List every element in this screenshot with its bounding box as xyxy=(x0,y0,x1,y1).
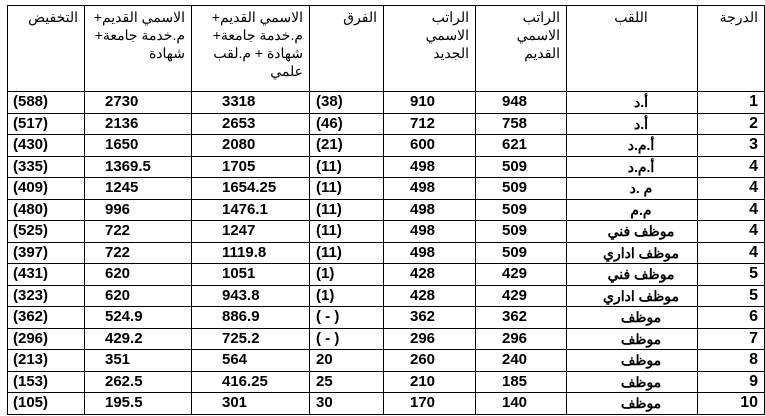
cell-difference: (11) xyxy=(310,178,384,200)
cell-new-salary: 260 xyxy=(384,350,476,372)
cell-title: موظف xyxy=(567,307,698,329)
cell-difference: 20 xyxy=(310,350,384,372)
header-reduction: التخفيض xyxy=(8,6,85,92)
cell-title: موظف اداري xyxy=(567,285,698,307)
cell-old-salary: 362 xyxy=(476,307,567,329)
cell-old-salary: 509 xyxy=(476,242,567,264)
cell-old-plus-allowances-degree: 1476.1 xyxy=(192,199,310,221)
table-row xyxy=(8,264,765,286)
cell-grade: 4 xyxy=(698,178,765,200)
cell-old-salary: 429 xyxy=(476,264,567,286)
cell-reduction: (431) xyxy=(8,264,85,286)
cell-new-salary: 498 xyxy=(384,178,476,200)
cell-grade: 6 xyxy=(698,307,765,329)
cell-old-salary: 509 xyxy=(476,199,567,221)
cell-old-plus-allowances-degree: 1705 xyxy=(192,156,310,178)
cell-old-plus-allowances: 620 xyxy=(85,285,192,307)
cell-old-plus-allowances: 1245 xyxy=(85,178,192,200)
header-old-salary: الراتب الاسمي القديم xyxy=(476,6,567,92)
cell-old-salary: 758 xyxy=(476,113,567,135)
cell-title: موظف xyxy=(567,328,698,350)
cell-grade: 8 xyxy=(698,350,765,372)
cell-grade: 3 xyxy=(698,135,765,157)
cell-old-plus-allowances: 722 xyxy=(85,242,192,264)
table-row xyxy=(8,113,765,135)
cell-reduction: (296) xyxy=(8,328,85,350)
table-row xyxy=(8,178,765,200)
cell-grade: 4 xyxy=(698,199,765,221)
cell-new-salary: 170 xyxy=(384,393,476,415)
cell-difference: (1) xyxy=(310,285,384,307)
cell-new-salary: 498 xyxy=(384,156,476,178)
cell-old-plus-allowances-degree: 886.9 xyxy=(192,307,310,329)
cell-difference: 30 xyxy=(310,393,384,415)
cell-new-salary: 428 xyxy=(384,285,476,307)
cell-difference: (11) xyxy=(310,199,384,221)
cell-grade: 10 xyxy=(698,393,765,415)
cell-title: موظف xyxy=(567,371,698,393)
cell-difference: ( - ) xyxy=(310,307,384,329)
table-row xyxy=(8,328,765,350)
header-difference: الفرق xyxy=(310,6,384,92)
cell-new-salary: 600 xyxy=(384,135,476,157)
cell-old-salary: 509 xyxy=(476,156,567,178)
cell-grade: 2 xyxy=(698,113,765,135)
cell-old-plus-allowances: 620 xyxy=(85,264,192,286)
table-row xyxy=(8,393,765,415)
table-row xyxy=(8,371,765,393)
cell-old-plus-allowances-degree: 416.25 xyxy=(192,371,310,393)
cell-old-plus-allowances-degree: 2653 xyxy=(192,113,310,135)
cell-new-salary: 498 xyxy=(384,199,476,221)
table-row xyxy=(8,221,765,243)
cell-grade: 4 xyxy=(698,156,765,178)
cell-title: موظف xyxy=(567,393,698,415)
cell-difference: 25 xyxy=(310,371,384,393)
cell-old-salary: 140 xyxy=(476,393,567,415)
cell-old-plus-allowances-degree: 943.8 xyxy=(192,285,310,307)
cell-reduction: (525) xyxy=(8,221,85,243)
cell-difference: (21) xyxy=(310,135,384,157)
cell-old-salary: 509 xyxy=(476,178,567,200)
table-row xyxy=(8,92,765,114)
table-row xyxy=(8,350,765,372)
cell-reduction: (213) xyxy=(8,350,85,372)
cell-reduction: (362) xyxy=(8,307,85,329)
cell-title: موظف اداري xyxy=(567,242,698,264)
cell-old-plus-allowances: 1369.5 xyxy=(85,156,192,178)
cell-new-salary: 210 xyxy=(384,371,476,393)
table-row xyxy=(8,199,765,221)
cell-reduction: (480) xyxy=(8,199,85,221)
cell-title: أ.د xyxy=(567,92,698,114)
cell-old-plus-allowances-degree: 2080 xyxy=(192,135,310,157)
cell-old-plus-allowances-degree: 1051 xyxy=(192,264,310,286)
cell-reduction: (105) xyxy=(8,393,85,415)
cell-grade: 5 xyxy=(698,264,765,286)
header-old-plus-allowances: الاسمي القديم+ م.خدمة جامعة+ شهادة xyxy=(85,6,192,92)
cell-old-plus-allowances: 195.5 xyxy=(85,393,192,415)
cell-old-salary: 296 xyxy=(476,328,567,350)
cell-reduction: (517) xyxy=(8,113,85,135)
cell-old-salary: 948 xyxy=(476,92,567,114)
cell-reduction: (335) xyxy=(8,156,85,178)
cell-grade: 7 xyxy=(698,328,765,350)
cell-difference: ( - ) xyxy=(310,328,384,350)
cell-reduction: (409) xyxy=(8,178,85,200)
cell-old-plus-allowances-degree: 725.2 xyxy=(192,328,310,350)
salary-comparison-table xyxy=(7,5,765,415)
cell-grade: 4 xyxy=(698,242,765,264)
cell-old-plus-allowances: 996 xyxy=(85,199,192,221)
header-grade: الدرجة xyxy=(698,6,765,92)
cell-reduction: (588) xyxy=(8,92,85,114)
cell-title: موظف فني xyxy=(567,221,698,243)
cell-old-plus-allowances-degree: 1654.25 xyxy=(192,178,310,200)
header-old-plus-allowances-degree: الاسمي القديم+ م.خدمة جامعة+ شهادة + م.لقب علمي xyxy=(192,6,310,92)
header-new-salary: الراتب الاسمي الجديد xyxy=(384,6,476,92)
cell-old-plus-allowances: 2136 xyxy=(85,113,192,135)
cell-title: م .د xyxy=(567,178,698,200)
cell-old-plus-allowances: 1650 xyxy=(85,135,192,157)
cell-new-salary: 910 xyxy=(384,92,476,114)
cell-title: موظف فني xyxy=(567,264,698,286)
cell-title: أ.م.د xyxy=(567,135,698,157)
cell-new-salary: 362 xyxy=(384,307,476,329)
cell-new-salary: 498 xyxy=(384,221,476,243)
cell-reduction: (153) xyxy=(8,371,85,393)
cell-title: أ.د xyxy=(567,113,698,135)
cell-new-salary: 296 xyxy=(384,328,476,350)
cell-reduction: (397) xyxy=(8,242,85,264)
cell-difference: (46) xyxy=(310,113,384,135)
cell-title: م.م xyxy=(567,199,698,221)
table-row xyxy=(8,135,765,157)
cell-old-salary: 240 xyxy=(476,350,567,372)
cell-old-plus-allowances: 262.5 xyxy=(85,371,192,393)
cell-grade: 5 xyxy=(698,285,765,307)
cell-old-plus-allowances-degree: 301 xyxy=(192,393,310,415)
table-row xyxy=(8,285,765,307)
cell-old-plus-allowances-degree: 1119.8 xyxy=(192,242,310,264)
cell-old-plus-allowances: 351 xyxy=(85,350,192,372)
cell-old-plus-allowances: 429.2 xyxy=(85,328,192,350)
cell-old-plus-allowances: 2730 xyxy=(85,92,192,114)
cell-old-plus-allowances-degree: 1247 xyxy=(192,221,310,243)
cell-difference: (11) xyxy=(310,221,384,243)
cell-old-salary: 621 xyxy=(476,135,567,157)
cell-title: أ.م.د xyxy=(567,156,698,178)
cell-difference: (11) xyxy=(310,242,384,264)
header-row xyxy=(8,6,765,92)
cell-old-salary: 185 xyxy=(476,371,567,393)
cell-old-salary: 509 xyxy=(476,221,567,243)
cell-old-plus-allowances: 722 xyxy=(85,221,192,243)
table-row xyxy=(8,307,765,329)
cell-old-plus-allowances-degree: 3318 xyxy=(192,92,310,114)
cell-old-plus-allowances: 524.9 xyxy=(85,307,192,329)
cell-old-salary: 429 xyxy=(476,285,567,307)
cell-grade: 4 xyxy=(698,221,765,243)
cell-new-salary: 428 xyxy=(384,264,476,286)
header-title: اللقب xyxy=(567,6,698,92)
cell-difference: (11) xyxy=(310,156,384,178)
cell-reduction: (430) xyxy=(8,135,85,157)
cell-difference: (1) xyxy=(310,264,384,286)
cell-reduction: (323) xyxy=(8,285,85,307)
cell-grade: 9 xyxy=(698,371,765,393)
cell-difference: (38) xyxy=(310,92,384,114)
cell-new-salary: 712 xyxy=(384,113,476,135)
cell-grade: 1 xyxy=(698,92,765,114)
cell-title: موظف xyxy=(567,350,698,372)
table-row xyxy=(8,156,765,178)
cell-new-salary: 498 xyxy=(384,242,476,264)
cell-old-plus-allowances-degree: 564 xyxy=(192,350,310,372)
table-row xyxy=(8,242,765,264)
